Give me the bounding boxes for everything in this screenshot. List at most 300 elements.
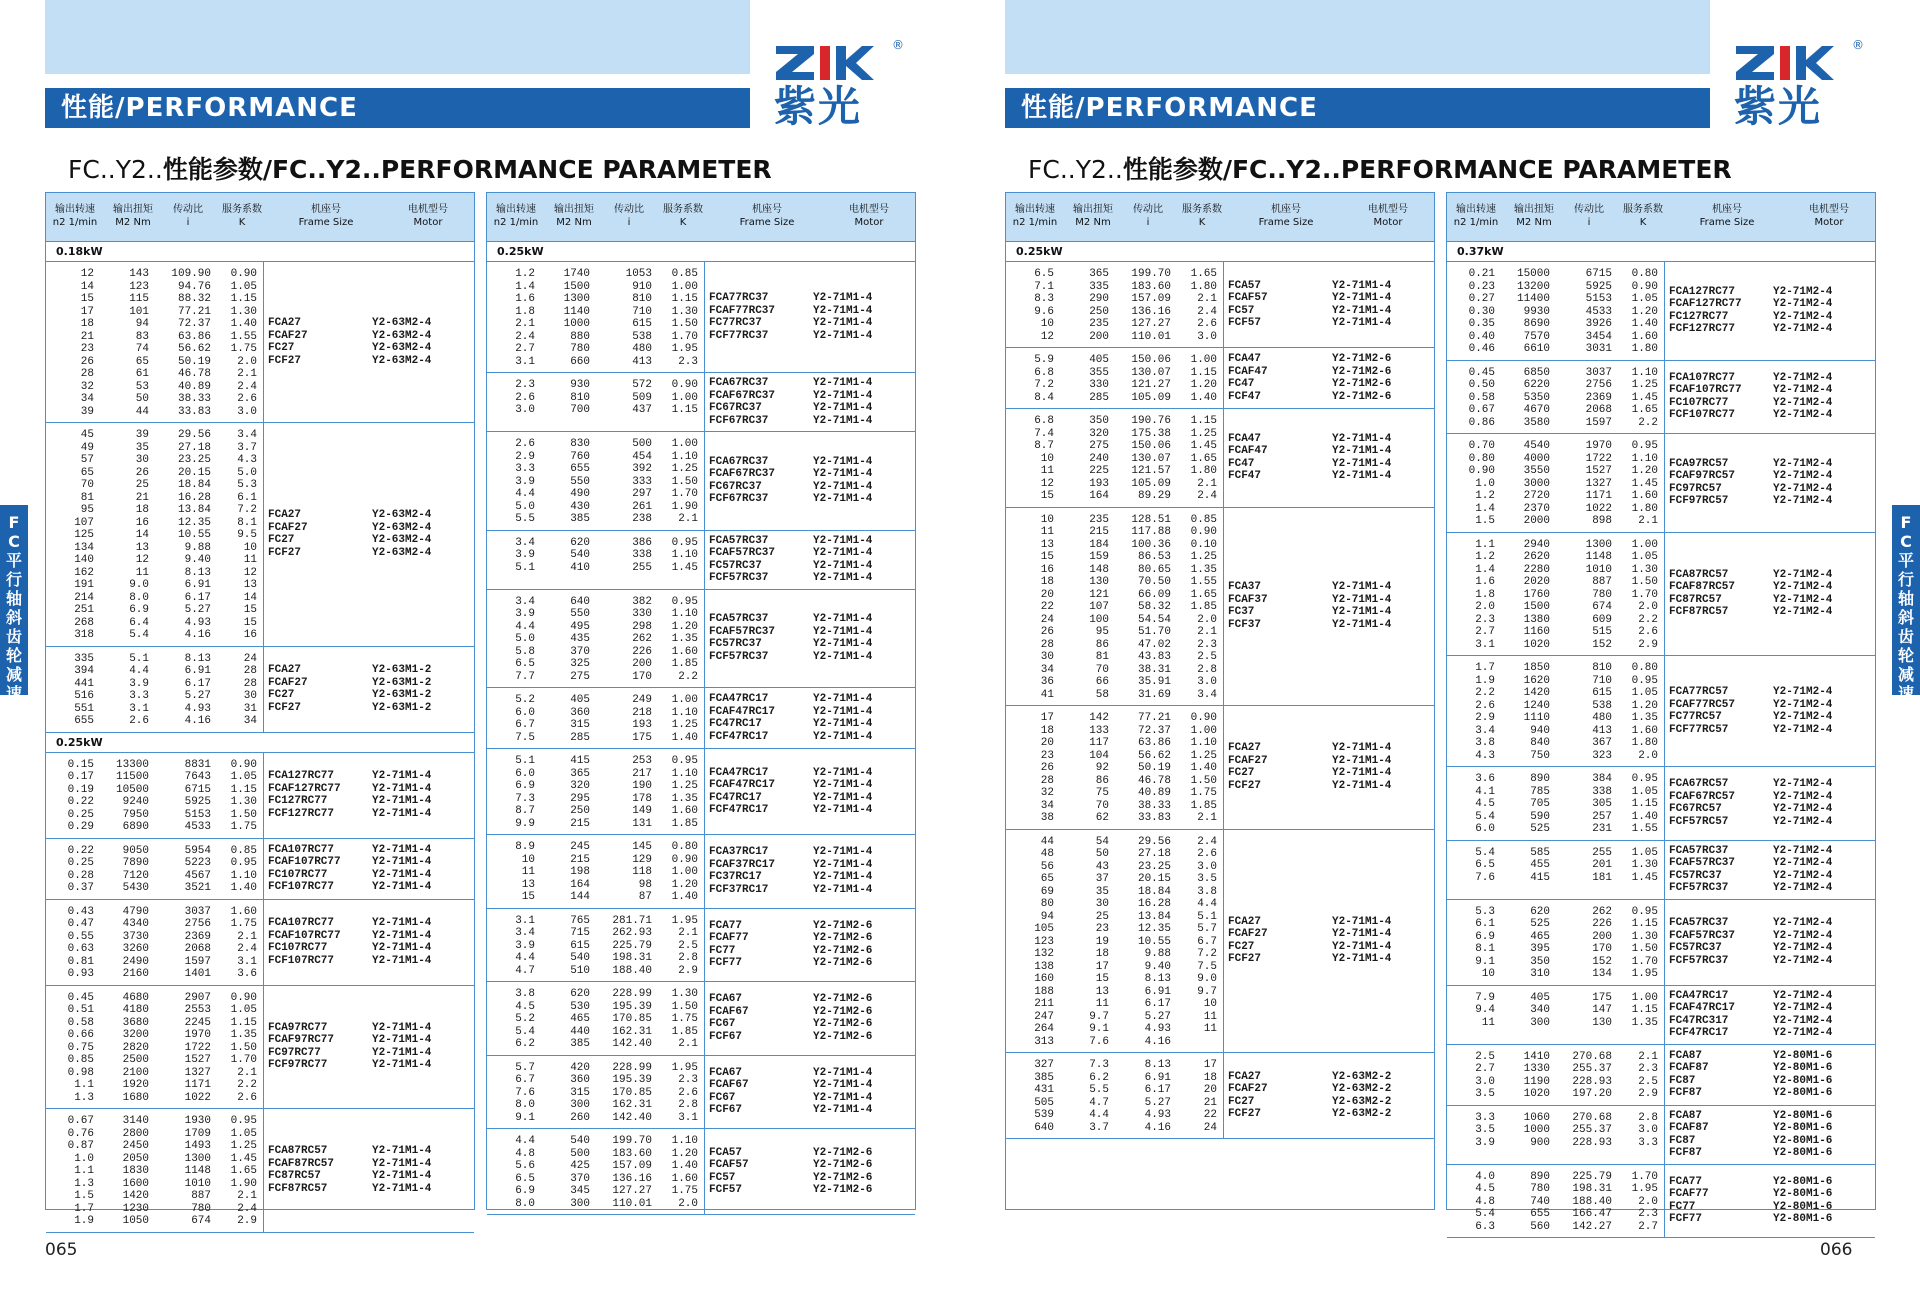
ratio: 1010	[1585, 563, 1612, 576]
column-header	[1230, 193, 1342, 241]
frame-size: FC47RC317	[1669, 1014, 1729, 1027]
output-torque: 320	[570, 780, 590, 792]
output-torque: 615	[570, 939, 590, 952]
model-row	[709, 560, 915, 573]
model-row	[1228, 378, 1434, 391]
motor-model: Y2-71M2-4	[1773, 882, 1833, 894]
output-torque: 9.7	[1089, 1010, 1109, 1023]
frame-size: FCF87	[1669, 1087, 1703, 1099]
frame-size: FCA67RC57	[1669, 778, 1729, 791]
output-torque: 395	[1530, 943, 1550, 955]
output-speed: 28	[80, 368, 94, 380]
motor-model: Y2-71M2-4	[1773, 1014, 1833, 1027]
side-tab-char: C	[8, 532, 20, 551]
table-row	[46, 870, 263, 883]
ratio: 3037	[184, 905, 211, 918]
ratio: 225.79	[612, 939, 652, 952]
output-speed: 0.27	[1468, 293, 1495, 305]
frame-size: FC77	[709, 944, 736, 957]
output-torque: 350	[1530, 955, 1550, 968]
table-row	[487, 768, 704, 781]
ratio: 2756	[1585, 379, 1612, 391]
service-factor: 1.10	[671, 608, 698, 620]
table-row	[1447, 725, 1664, 738]
model-row	[1669, 1027, 1875, 1040]
output-torque: 440	[570, 1025, 590, 1038]
ratio: 305	[1592, 798, 1612, 810]
output-speed: 3.4	[515, 927, 535, 939]
table-row	[487, 694, 704, 707]
model-row	[1228, 581, 1434, 594]
ratio: 6.91	[1144, 985, 1171, 998]
service-factor: 3.8	[1197, 885, 1217, 898]
table-row	[46, 517, 263, 530]
service-factor: 1.05	[230, 1004, 257, 1016]
output-torque: 123	[129, 280, 149, 293]
ratio: 2553	[184, 1004, 211, 1016]
output-torque: 2940	[1523, 538, 1550, 551]
group-values	[487, 749, 705, 834]
ratio: 1597	[184, 955, 211, 968]
output-torque: 11500	[115, 771, 149, 783]
table-row	[1006, 415, 1223, 428]
table-row	[46, 968, 263, 981]
data-group	[1447, 1045, 1875, 1106]
output-torque: 1920	[122, 1079, 149, 1091]
model-row	[1228, 594, 1434, 607]
service-factor: 2.0	[678, 1197, 698, 1210]
service-factor: 2.5	[1197, 651, 1217, 663]
output-torque: 385	[570, 513, 590, 525]
output-torque: 930	[570, 379, 590, 391]
table-row	[1006, 886, 1223, 899]
output-torque: 350	[1089, 415, 1109, 427]
service-factor: 0.90	[230, 758, 257, 771]
output-speed: 20	[1040, 588, 1054, 601]
output-torque: 11	[135, 566, 149, 579]
output-speed: 2.1	[515, 318, 535, 330]
service-factor: 1.50	[1631, 576, 1658, 588]
ratio: 261	[632, 500, 652, 513]
frame-size: FCF127RC77	[268, 807, 335, 820]
output-torque: 104	[1089, 749, 1109, 762]
output-torque: 1380	[1523, 613, 1550, 626]
model-row	[709, 884, 915, 897]
model-row	[268, 1047, 474, 1060]
table-row	[1447, 1208, 1664, 1221]
group-values	[46, 262, 264, 422]
frame-size: FC57RC37	[709, 559, 762, 572]
ratio: 46.78	[1137, 774, 1171, 787]
data-group	[1447, 361, 1875, 435]
frame-size: FC47	[1228, 378, 1255, 390]
output-torque: 3260	[122, 943, 149, 955]
output-speed: 140	[74, 554, 94, 566]
output-speed: 6.9	[515, 780, 535, 792]
ratio: 197.20	[1572, 1088, 1612, 1100]
frame-size: FC27	[1228, 940, 1255, 953]
output-speed: 2.3	[1475, 613, 1495, 626]
output-speed: 3.5	[1475, 1124, 1495, 1136]
data-group	[46, 262, 474, 423]
output-torque: 840	[1530, 737, 1550, 749]
service-factor: 1.75	[671, 1185, 698, 1197]
output-torque: 13	[135, 541, 149, 554]
column-header-cn: 服务系数	[1182, 204, 1222, 215]
model-row	[709, 481, 915, 494]
group-values	[1447, 841, 1665, 899]
service-factor: 2.1	[1197, 812, 1217, 824]
output-speed: 18	[1040, 724, 1054, 737]
output-torque: 1620	[1523, 674, 1550, 687]
output-speed: 36	[1040, 676, 1054, 688]
output-torque: 15	[1095, 973, 1109, 985]
model-row	[1669, 569, 1875, 582]
group-values	[46, 839, 264, 899]
output-torque: 43	[1095, 860, 1109, 873]
output-speed: 0.87	[67, 1140, 94, 1152]
model-row	[1228, 305, 1434, 318]
ratio: 4.16	[1144, 1035, 1171, 1048]
service-factor: 0.95	[1631, 674, 1658, 687]
group-models	[264, 647, 474, 732]
column-header	[46, 193, 104, 241]
output-torque: 1160	[1523, 626, 1550, 638]
ratio: 8.13	[1144, 1059, 1171, 1071]
data-group	[1006, 1053, 1434, 1139]
frame-size: FCAF27	[268, 676, 308, 689]
side-tab-char: F	[1900, 513, 1912, 532]
motor-model: Y2-71M1-4	[813, 858, 873, 871]
column-header	[545, 193, 603, 241]
model-row	[1669, 384, 1875, 397]
table-row	[487, 646, 704, 659]
output-speed: 4.4	[515, 620, 535, 633]
model-row	[709, 1159, 915, 1172]
ratio: 1527	[184, 1054, 211, 1066]
model-row	[709, 1184, 915, 1197]
output-speed: 22	[1040, 601, 1054, 613]
frame-size: FCAF57RC37	[1669, 857, 1736, 869]
table-row	[1006, 911, 1223, 924]
service-factor: 1.55	[1631, 823, 1658, 835]
model-row	[1669, 724, 1875, 737]
frame-size: FCA77RC57	[1669, 686, 1729, 698]
table-row	[1447, 614, 1664, 627]
data-group	[487, 1129, 915, 1215]
output-torque: 750	[1530, 749, 1550, 762]
motor-model: Y2-71M1-4	[372, 782, 432, 795]
output-speed: 1.2	[1475, 551, 1495, 563]
ratio: 238	[632, 513, 652, 525]
ratio: 63.86	[1137, 737, 1171, 749]
data-group	[46, 647, 474, 733]
service-factor: 1.40	[671, 891, 698, 903]
frame-size: FCAF57	[709, 1159, 749, 1171]
frame-size: FC67RC57	[1669, 803, 1722, 816]
table-row	[46, 1153, 263, 1166]
output-speed: 6.1	[1475, 918, 1495, 930]
service-factor: 1.75	[671, 1013, 698, 1025]
output-torque: 660	[570, 355, 590, 368]
motor-model: Y2-71M2-6	[1332, 390, 1392, 403]
service-factor: 1.10	[671, 706, 698, 719]
output-torque: 1420	[122, 1190, 149, 1202]
output-speed: 0.55	[67, 930, 94, 943]
ratio: 188.40	[612, 964, 652, 977]
service-factor: 1.65	[230, 1165, 257, 1177]
output-speed: 0.28	[67, 869, 94, 882]
model-row	[1669, 397, 1875, 410]
model-row	[268, 881, 474, 894]
output-torque: 75	[1095, 787, 1109, 799]
data-group	[487, 688, 915, 749]
frame-size: FCAF107RC77	[268, 856, 341, 868]
service-factor: 1.25	[1190, 427, 1217, 440]
table-row	[487, 671, 704, 684]
motor-model: Y2-71M1-4	[813, 791, 873, 804]
ratio: 77.21	[1137, 712, 1171, 724]
output-speed: 6.9	[1475, 930, 1495, 943]
frame-size: FCA97RC77	[268, 1021, 328, 1034]
output-torque: 655	[570, 463, 590, 475]
column-header-en: M2 Nm	[1516, 217, 1552, 228]
group-models	[705, 432, 915, 530]
ratio: 199.70	[612, 1135, 652, 1147]
table-row	[1006, 1084, 1223, 1097]
table-row	[1006, 1122, 1223, 1135]
output-speed: 57	[80, 454, 94, 466]
output-speed: 1.2	[1475, 490, 1495, 502]
group-models	[705, 909, 915, 982]
motor-model: Y2-71M2-4	[1773, 371, 1833, 384]
output-speed: 1.3	[74, 1177, 94, 1190]
output-torque: 700	[570, 404, 590, 416]
ratio: 1527	[1585, 465, 1612, 477]
ratio: 323	[1592, 749, 1612, 762]
output-torque: 250	[1089, 305, 1109, 318]
ratio: 226	[1592, 918, 1612, 930]
service-factor: 0.95	[230, 1115, 257, 1127]
frame-size: FC67RC37	[709, 480, 762, 493]
output-torque: 235	[1089, 513, 1109, 526]
output-speed: 318	[74, 629, 94, 641]
group-models	[1665, 841, 1875, 899]
service-factor: 1.90	[671, 500, 698, 513]
table-row	[1006, 514, 1223, 527]
output-torque: 86	[1095, 774, 1109, 787]
side-tab-char: C	[1900, 532, 1912, 551]
motor-model: Y2-71M1-4	[372, 1145, 432, 1158]
table-row	[46, 715, 263, 728]
parameter-title	[68, 150, 772, 186]
table-row	[1006, 800, 1223, 813]
table-row	[46, 796, 263, 809]
service-factor: 21	[1203, 1096, 1217, 1109]
ratio: 105.09	[1131, 477, 1171, 490]
ratio: 262	[1592, 905, 1612, 918]
output-speed: 3.5	[1475, 1088, 1495, 1100]
output-torque: 2280	[1523, 563, 1550, 576]
column-header-en: Frame Size	[739, 217, 795, 228]
data-group	[46, 1109, 474, 1233]
service-factor: 34	[243, 715, 257, 727]
table-row	[1447, 331, 1664, 344]
ratio: 188.40	[1572, 1195, 1612, 1208]
parameter-title	[1028, 150, 1732, 186]
table-row	[1447, 539, 1664, 552]
frame-size: FCAF77	[709, 932, 749, 945]
service-factor: 1.70	[671, 330, 698, 343]
output-torque: 285	[570, 731, 590, 744]
output-torque: 365	[570, 767, 590, 780]
table-row	[1447, 931, 1664, 944]
service-factor: 1.15	[671, 404, 698, 416]
service-factor: 2.0	[1638, 601, 1658, 613]
column-header	[162, 193, 214, 241]
service-factor: 1.15	[1631, 1004, 1658, 1016]
frame-size: FCA47RC17	[1669, 989, 1729, 1002]
output-speed: 0.45	[67, 991, 94, 1004]
output-torque: 275	[1089, 440, 1109, 452]
ratio: 1327	[1585, 477, 1612, 490]
side-tab-char: 机	[1897, 703, 1914, 722]
ratio: 333	[632, 475, 652, 488]
side-tab-char: 减	[5, 665, 22, 684]
group-values	[1447, 434, 1665, 532]
group-values	[487, 1129, 705, 1214]
output-speed: 2.7	[1475, 626, 1495, 638]
service-factor: 1.10	[1190, 737, 1217, 749]
output-torque: 890	[1530, 773, 1550, 785]
table-row	[1006, 589, 1223, 602]
motor-model: Y2-71M2-4	[1773, 989, 1833, 1002]
table-row	[1447, 798, 1664, 811]
output-torque: 6220	[1523, 379, 1550, 391]
output-torque: 4.4	[129, 665, 149, 677]
ratio: 4.93	[184, 702, 211, 715]
output-speed: 4.4	[515, 488, 535, 500]
output-speed: 4.4	[515, 952, 535, 964]
table-row	[1006, 639, 1223, 652]
motor-model: Y2-80M1-6	[1773, 1188, 1833, 1201]
table-row	[1447, 601, 1664, 614]
column-header-cn: 电机型号	[1368, 204, 1408, 215]
output-torque: 340	[1530, 1004, 1550, 1016]
ratio: 166.47	[1572, 1208, 1612, 1220]
motor-model: Y2-71M1-4	[1332, 581, 1392, 594]
group-models	[705, 262, 915, 372]
motor-model: Y2-63M2-2	[1332, 1070, 1392, 1083]
table-row	[1447, 773, 1664, 786]
frame-size: FC107RC77	[268, 942, 328, 954]
output-torque: 2800	[122, 1127, 149, 1140]
motor-model: Y2-71M2-4	[1773, 815, 1833, 828]
service-factor: 1.85	[671, 658, 698, 670]
table-row	[46, 306, 263, 319]
frame-size: FCA47	[1228, 432, 1262, 445]
service-factor: 4.3	[237, 454, 257, 466]
table-row	[1006, 526, 1223, 539]
output-speed: 1.5	[74, 1190, 94, 1202]
ratio: 12.35	[177, 516, 211, 529]
model-row	[709, 1067, 915, 1080]
group-values	[46, 1109, 264, 1232]
group-models	[1224, 830, 1434, 1053]
table-row	[46, 845, 263, 858]
service-factor: 11	[1203, 1010, 1217, 1023]
table-row	[1006, 428, 1223, 441]
service-factor: 1.75	[230, 918, 257, 930]
power-rating-row: 0.18kW	[46, 242, 474, 262]
table-row	[1447, 675, 1664, 688]
column-header-cn: 输出扭矩	[554, 204, 594, 215]
output-speed: 21	[80, 330, 94, 343]
table-row	[1447, 576, 1664, 589]
motor-model: Y2-71M1-4	[813, 871, 873, 884]
table-row	[1006, 379, 1223, 392]
output-torque: 193	[1089, 477, 1109, 490]
ratio: 228.93	[1572, 1075, 1612, 1088]
output-speed: 214	[74, 591, 94, 604]
motor-model: Y2-71M2-4	[1773, 1002, 1833, 1014]
output-speed: 28	[1040, 638, 1054, 651]
motor-model: Y2-71M1-4	[1332, 317, 1392, 329]
output-torque: 415	[570, 755, 590, 767]
service-factor: 1.60	[230, 905, 257, 918]
ratio: 281.71	[612, 914, 652, 927]
service-factor: 5.0	[237, 466, 257, 479]
frame-size: FCF77	[1669, 1213, 1703, 1226]
motor-model: Y2-71M2-4	[1773, 778, 1833, 791]
output-speed: 0.19	[67, 783, 94, 796]
column-header-en: Frame Size	[1258, 217, 1314, 228]
table-row	[1006, 440, 1223, 453]
output-torque: 2820	[122, 1041, 149, 1054]
output-torque: 143	[129, 268, 149, 280]
output-torque: 785	[1530, 785, 1550, 798]
output-speed: 160	[1034, 973, 1054, 985]
table-row	[46, 368, 263, 381]
service-factor: 3.0	[1197, 676, 1217, 688]
group-values	[46, 986, 264, 1109]
ratio: 6715	[1585, 268, 1612, 280]
output-torque: 4.4	[1089, 1109, 1109, 1121]
motor-model: Y2-71M1-4	[813, 883, 873, 896]
motor-model: Y2-63M2-4	[372, 509, 432, 522]
output-speed: 0.51	[67, 1004, 94, 1016]
model-row	[268, 677, 474, 690]
group-models	[1665, 767, 1875, 840]
output-torque: 30	[135, 454, 149, 466]
table-row	[46, 1203, 263, 1216]
service-factor: 1.15	[230, 1016, 257, 1029]
output-speed: 5.4	[515, 1025, 535, 1038]
output-torque: 880	[570, 330, 590, 343]
service-factor: 1.25	[671, 780, 698, 792]
frame-size: FCF47RC17	[709, 730, 769, 743]
output-torque: 285	[1089, 391, 1109, 404]
ratio: 4.16	[184, 715, 211, 727]
service-factor: 1.05	[1631, 785, 1658, 798]
ratio: 257	[1592, 810, 1612, 823]
output-speed: 0.50	[1468, 379, 1495, 391]
service-factor: 1.10	[671, 767, 698, 780]
ratio: 1010	[184, 1177, 211, 1190]
table-row	[46, 1054, 263, 1067]
frame-size: FC57	[1228, 304, 1255, 317]
service-factor: 1.35	[1631, 1016, 1658, 1029]
